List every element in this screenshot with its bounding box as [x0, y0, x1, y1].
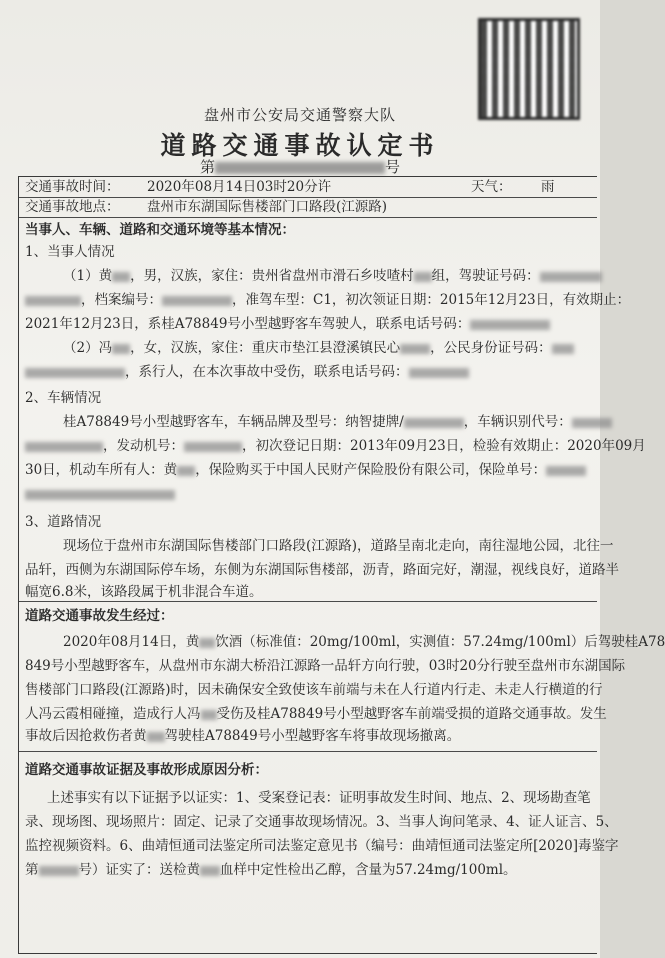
- process-line5: [25, 727, 460, 745]
- redacted: [199, 638, 215, 648]
- process-title: 道路交通事故发生经过：: [25, 608, 174, 624]
- place-value: 盘州市东湖国际售楼部门口路段(江源路): [147, 199, 388, 215]
- redacted: [25, 442, 103, 452]
- party1-address: ，男，汉族，家住：贵州省盘州市滑石乡吱喳村: [130, 268, 414, 284]
- redacted: [177, 466, 195, 476]
- vehicle-registration: ，初次登记日期：2013年09月23日，检验有效期止：2020年09月: [242, 438, 646, 454]
- party1-vehicle: 2021年12月23日，系桂A78849号小型越野客车驾驶人，联系电话号码：: [25, 316, 471, 332]
- evidence-line2: 录、现场图、现场照片：固定、记录了交通事故现场情况。3、当事人询问笔录、4、证人证言、5、: [25, 814, 618, 830]
- evidence-title: 道路交通事故证据及事故形成原因分析：: [25, 762, 268, 778]
- weather-label: 天气：: [471, 179, 512, 195]
- redacted: [201, 710, 217, 720]
- vehicle-vin-label: ，车辆识别代号：: [463, 414, 572, 430]
- redacted: [39, 866, 79, 876]
- process-flee: 事故后因抢救伤者黄: [25, 728, 147, 744]
- agency-name: 盘州市公安局交通警察大队: [203, 106, 396, 124]
- vehicle-line1: [63, 413, 612, 431]
- evidence-line3: 监控视频资料。6、曲靖恒通司法鉴定所司法鉴定意见书（编号：曲靖恒通司法鉴定所[2020]毒鉴字: [25, 838, 619, 854]
- party2-address: ，女，汉族，家住：重庆市垫江县澄溪镇民心: [130, 340, 401, 356]
- party2-role: ，系行人，在本次事故中受伤，联系电话号码：: [125, 364, 409, 380]
- evidence-no-prefix: 第: [25, 862, 39, 878]
- party2-id-label: ，公民身份证号码：: [430, 340, 552, 356]
- party1-line3: [25, 315, 550, 333]
- evidence-result: 血样中定性检出乙醇，含量为57.24mg/100ml。: [220, 862, 517, 878]
- docno-prefix: 第: [199, 158, 215, 176]
- party1-license-label: 组，驾驶证号码：: [431, 268, 540, 284]
- place-row: [19, 197, 597, 218]
- form-frame: [18, 176, 665, 954]
- road-line3: 幅宽6.8米，该路段属于机非混合车道。: [25, 584, 263, 600]
- redacted: [470, 320, 550, 330]
- document-title: 道路交通事故认定书: [160, 131, 440, 160]
- party1-name-label: （1）黄: [63, 268, 113, 284]
- redacted: [400, 344, 430, 354]
- document-number: [0, 156, 600, 177]
- vehicle-engine-label: ，发动机号：: [103, 438, 184, 454]
- road-line2: 品轩，西侧为东湖国际停车场，东侧为东湖国际售楼部，沥青，路面完好，潮湿，视线良好，道路半: [25, 562, 619, 578]
- vehicle-brand: 桂A78849号小型越野客车，车辆品牌及型号：纳智捷牌/: [63, 414, 404, 430]
- redacted: [184, 442, 242, 452]
- process-collision: 人冯云霞相碰撞，造成行人冯: [25, 706, 201, 722]
- docno-suffix: 号: [385, 158, 401, 176]
- process-flee-detail: 驾驶桂A78849号小型越野客车将事故现场撤离。: [164, 728, 461, 744]
- evidence-line1: 上述事实有以下证据予以证实：1、受案登记表：证明事故发生时间、地点、2、现场勘查笔: [47, 790, 591, 806]
- redacted-number: [215, 162, 385, 174]
- redacted: [147, 732, 165, 742]
- vehicle-owner: 30日，机动车所有人：黄: [25, 462, 178, 478]
- basic-title: 当事人、车辆、道路和交通环境等基本情况：: [25, 222, 295, 238]
- process-line1: [63, 633, 665, 651]
- party2-line2: [25, 363, 469, 381]
- vehicle-line4: [25, 485, 175, 503]
- party1-file-label: ，档案编号：: [81, 292, 162, 308]
- process-line3: 售楼部门口路段(江源路)时，因未确保安全致使该车前端与未在人行道内行走、未走人行横道的行: [25, 682, 603, 698]
- redacted: [540, 272, 602, 282]
- evidence-section: [19, 751, 619, 951]
- redacted: [414, 272, 432, 282]
- party2-line1: [63, 339, 574, 357]
- road-line1: 现场位于盘州市东湖国际售楼部门口路段(江源路)，道路呈南北走向，南往湿地公园，北往一: [63, 538, 614, 554]
- party1-line1: [63, 267, 602, 285]
- redacted: [25, 296, 81, 306]
- process-line4: [25, 705, 607, 723]
- process-date: 2020年08月14日，黄: [63, 634, 200, 650]
- vehicle-heading: 2、车辆情况: [25, 390, 102, 406]
- redacted: [200, 866, 220, 876]
- redacted: [546, 466, 586, 476]
- process-drinking: 饮酒（标准值：20mg/100ml，实测值：57.24mg/100ml）后驾驶桂A78: [215, 634, 665, 650]
- party2-name-label: （2）冯: [63, 340, 113, 356]
- process-section: [19, 601, 665, 752]
- process-damage: 受伤及桂A78849号小型越野客车前端受损的道路交通事故。发生: [216, 706, 607, 722]
- redacted: [404, 418, 464, 428]
- basic-section: [19, 217, 646, 602]
- redacted: [25, 368, 125, 378]
- vehicle-line3: [25, 461, 586, 479]
- time-value: 2020年08月14日03时20分许: [147, 179, 332, 195]
- party-heading: 1、当事人情况: [25, 244, 115, 260]
- vehicle-line2: [25, 437, 646, 455]
- redacted: [572, 418, 612, 428]
- redacted: [409, 368, 469, 378]
- redacted: [25, 490, 175, 500]
- evidence-proof: 号）证实了：送检黄: [78, 862, 200, 878]
- party1-line2: [25, 291, 630, 309]
- party1-license-class: ，准驾车型：C1，初次领证日期：2015年12月23日，有效期止：: [232, 292, 631, 308]
- redacted: [162, 296, 232, 306]
- evidence-line4: [25, 861, 517, 879]
- time-row: [19, 177, 597, 198]
- redacted: [112, 272, 130, 282]
- process-line2: 849号小型越野客车，从盘州市东湖大桥沿江源路一品轩方向行驶，03时20分行驶至盘州市东湖国际: [25, 658, 626, 674]
- place-label: 交通事故地点：: [25, 199, 120, 215]
- vehicle-insurance: ，保险购买于中国人民财产保险股份有限公司，保险单号：: [195, 462, 547, 478]
- road-heading: 3、道路情况: [25, 514, 102, 530]
- redacted: [552, 344, 574, 354]
- time-label: 交通事故时间：: [25, 179, 120, 195]
- weather-value: 雨: [541, 179, 555, 195]
- redacted: [112, 344, 130, 354]
